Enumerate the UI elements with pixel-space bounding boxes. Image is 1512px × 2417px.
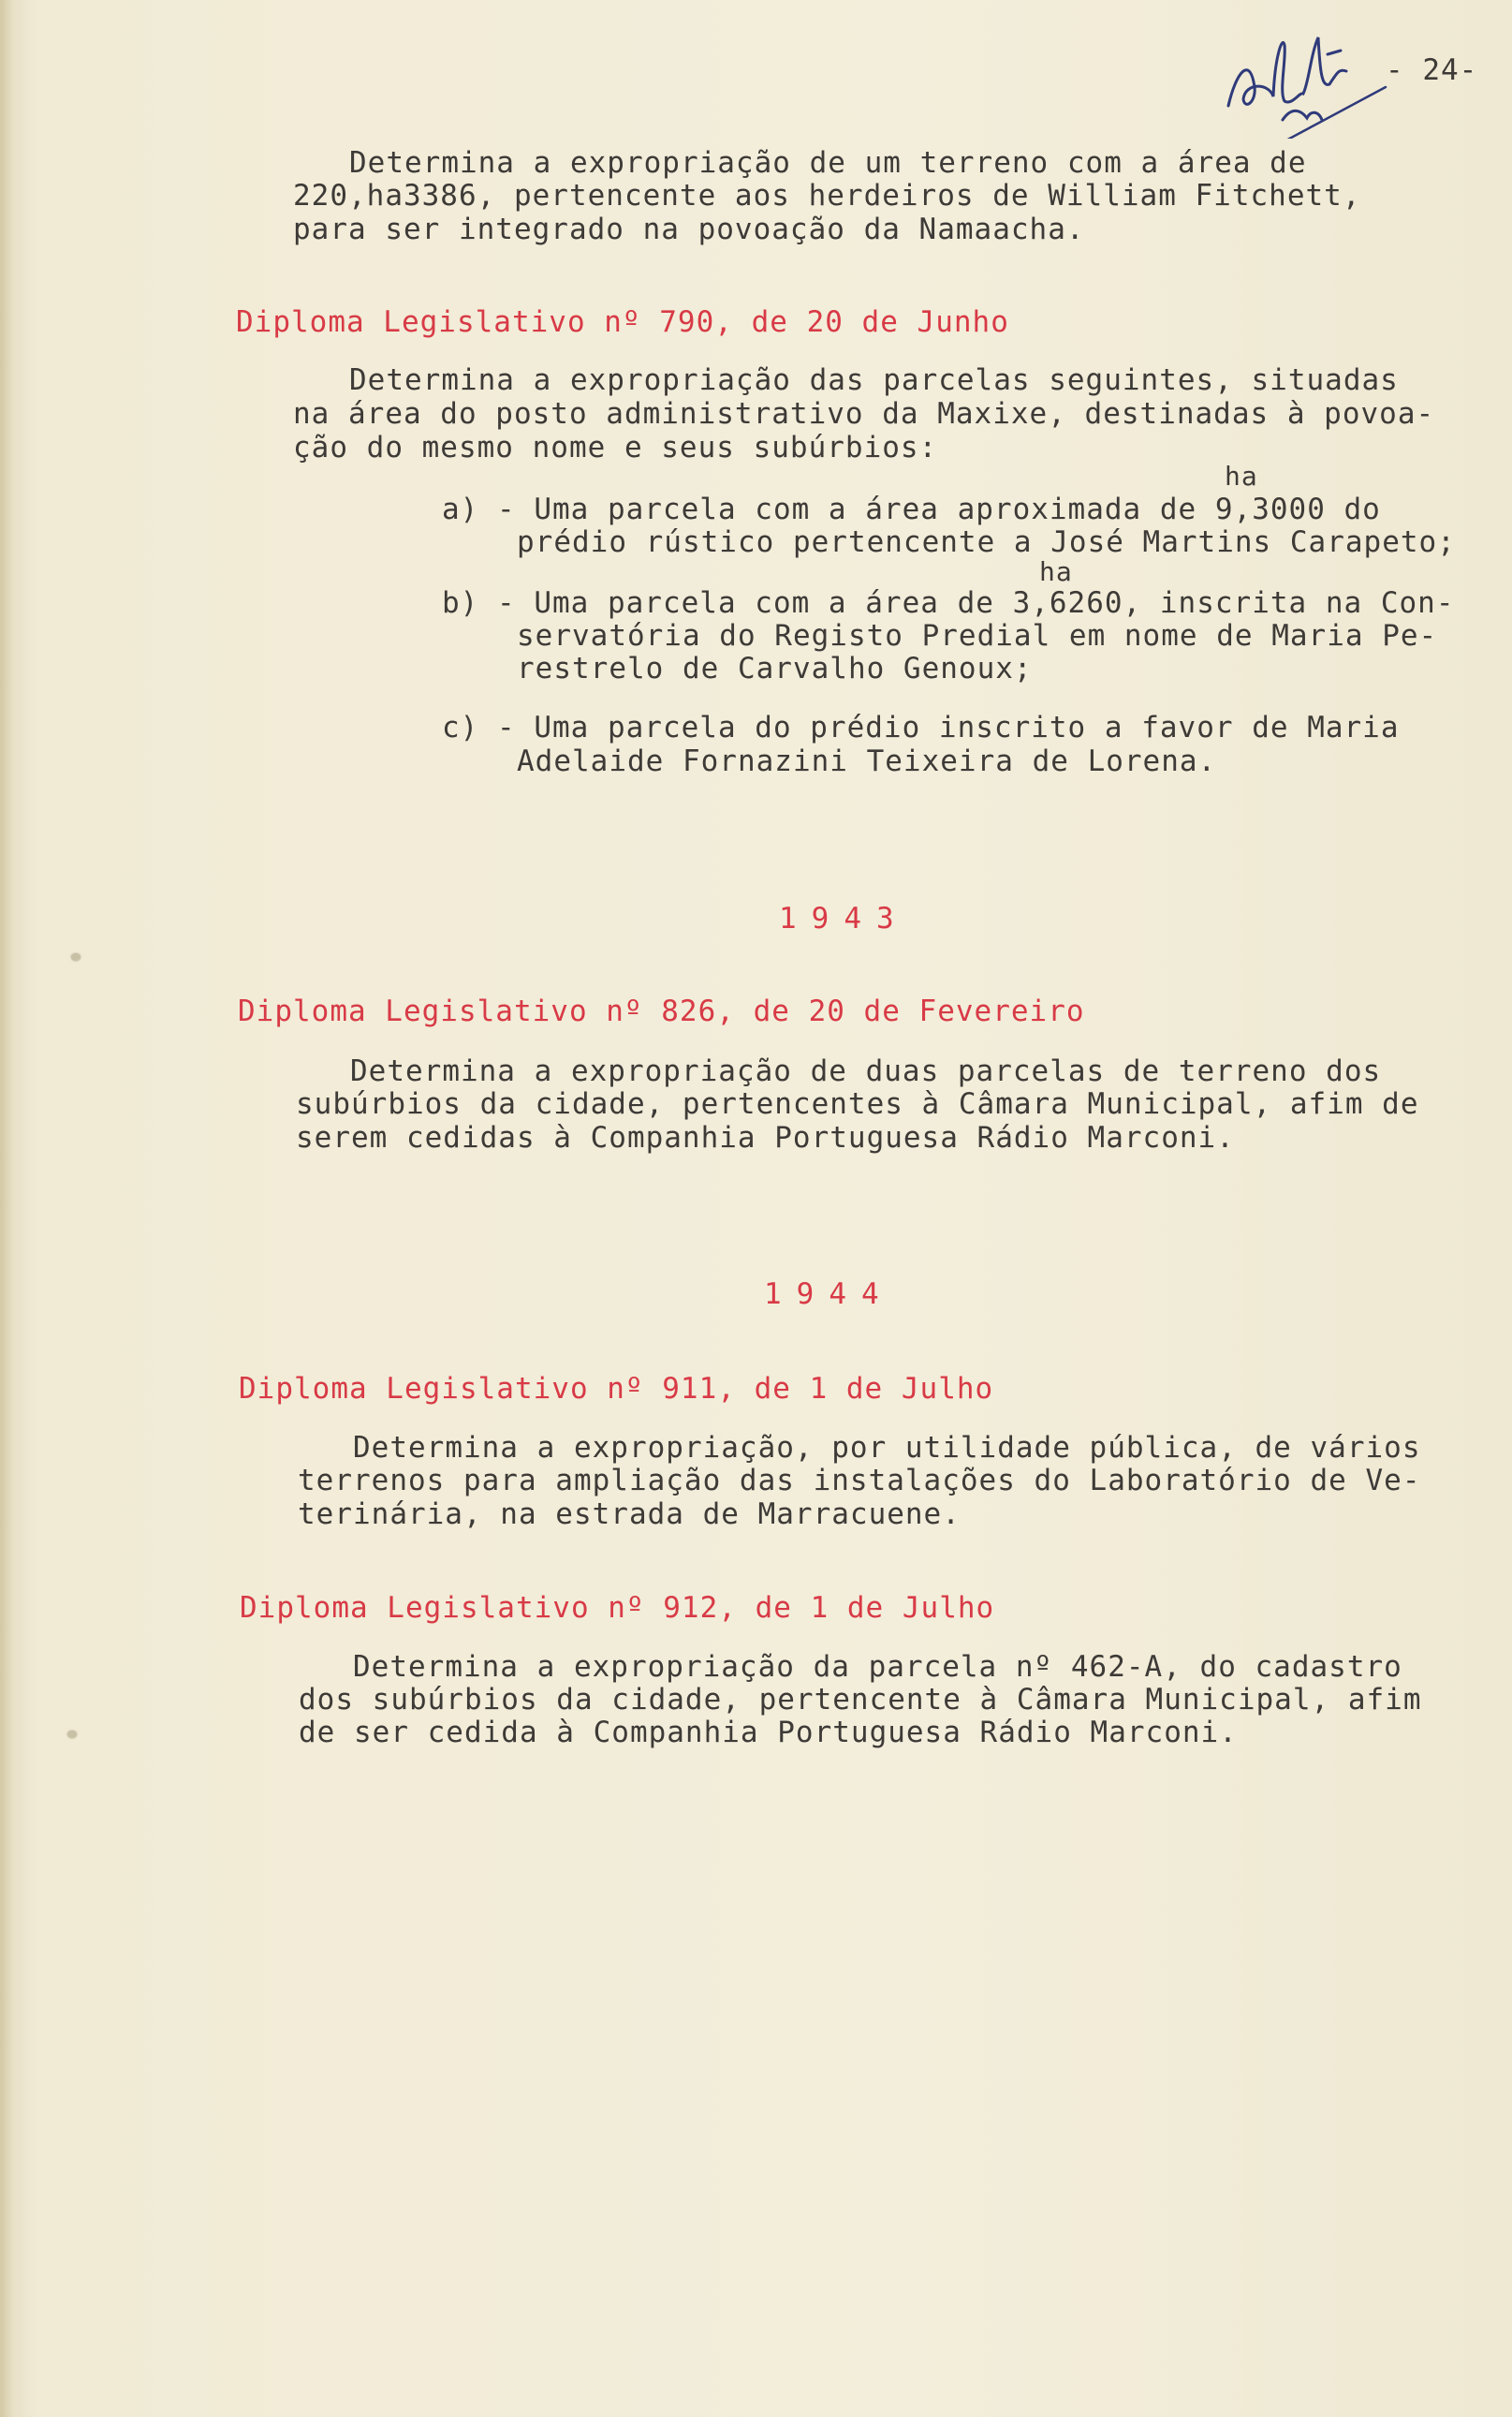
dl790-unit-a: ha	[1225, 461, 1258, 492]
dl790-line-3: ção do mesmo nome e seus subúrbios:	[293, 431, 938, 464]
page-number: - 24-	[1386, 53, 1478, 87]
dl912-line-1: Determina a expropriação da parcela nº 462-A, do cadastro	[353, 1650, 1402, 1684]
dl912-line-3: de ser cedida à Companhia Portuguesa Rádio Marconi.	[299, 1716, 1238, 1749]
dl790-item-b-line-2: servatória do Registo Predial em nome de Maria Pe-	[517, 619, 1438, 653]
dl790-item-a-line-2: prédio rústico pertencente a José Martins Carapeto;	[517, 525, 1456, 559]
dl911-heading: Diploma Legislativo nº 911, de 1 de Julho	[239, 1372, 994, 1406]
dl790-item-c-line-2: Adelaide Fornazini Teixeira de Lorena.	[517, 744, 1217, 778]
intro-line-3: para ser integrado na povoação da Namaacha.	[293, 213, 1085, 246]
dl912-heading: Diploma Legislativo nº 912, de 1 de Julho	[240, 1591, 995, 1625]
intro-line-2: 220,ha3386, pertencente aos herdeiros de William Fitchett,	[293, 179, 1361, 213]
punch-hole-mark	[67, 1731, 77, 1738]
dl826-line-3: serem cedidas à Companhia Portuguesa Rádio Marconi.	[296, 1121, 1235, 1155]
dl790-line-2: na área do posto administrativo da Maxixe, destinadas à povoa-	[293, 397, 1435, 431]
dl911-line-2: terrenos para ampliação das instalações do Laboratório de Ve-	[298, 1464, 1421, 1497]
dl911-line-3: terinária, na estrada de Marracuene.	[298, 1497, 961, 1531]
dl826-line-2: subúrbios da cidade, pertencentes à Câmara Municipal, afim de	[296, 1087, 1419, 1121]
dl790-line-1: Determina a expropriação das parcelas seguintes, situadas	[349, 363, 1399, 397]
dl790-unit-b: ha	[1039, 556, 1073, 587]
punch-hole-mark	[71, 953, 81, 961]
dl911-line-1: Determina a expropriação, por utilidade pública, de vários	[353, 1431, 1421, 1465]
dl826-line-1: Determina a expropriação de duas parcelas de terreno dos	[350, 1054, 1382, 1088]
year-heading-1944: 1944	[764, 1277, 894, 1311]
dl790-item-b-line-1: b) - Uma parcela com a área de 3,6260, inscrita na Con-	[442, 586, 1455, 620]
dl790-item-b-line-3: restrelo de Carvalho Genoux;	[517, 652, 1033, 685]
dl790-heading: Diploma Legislativo nº 790, de 20 de Junho	[236, 305, 1009, 339]
dl790-item-c-line-1: c) - Uma parcela do prédio inscrito a favor de Maria	[442, 711, 1400, 744]
dl912-line-2: dos subúrbios da cidade, pertencente à Câmara Municipal, afim	[299, 1683, 1422, 1717]
intro-line-1: Determina a expropriação de um terreno com a área de	[349, 146, 1307, 180]
year-heading-1943: 1943	[779, 902, 909, 936]
dl790-item-a-line-1: a) - Uma parcela com a área aproximada de 9,3000 do	[442, 493, 1381, 526]
handwritten-signature	[1217, 17, 1395, 139]
dl826-heading: Diploma Legislativo nº 826, de 20 de Fevereiro	[238, 995, 1085, 1028]
